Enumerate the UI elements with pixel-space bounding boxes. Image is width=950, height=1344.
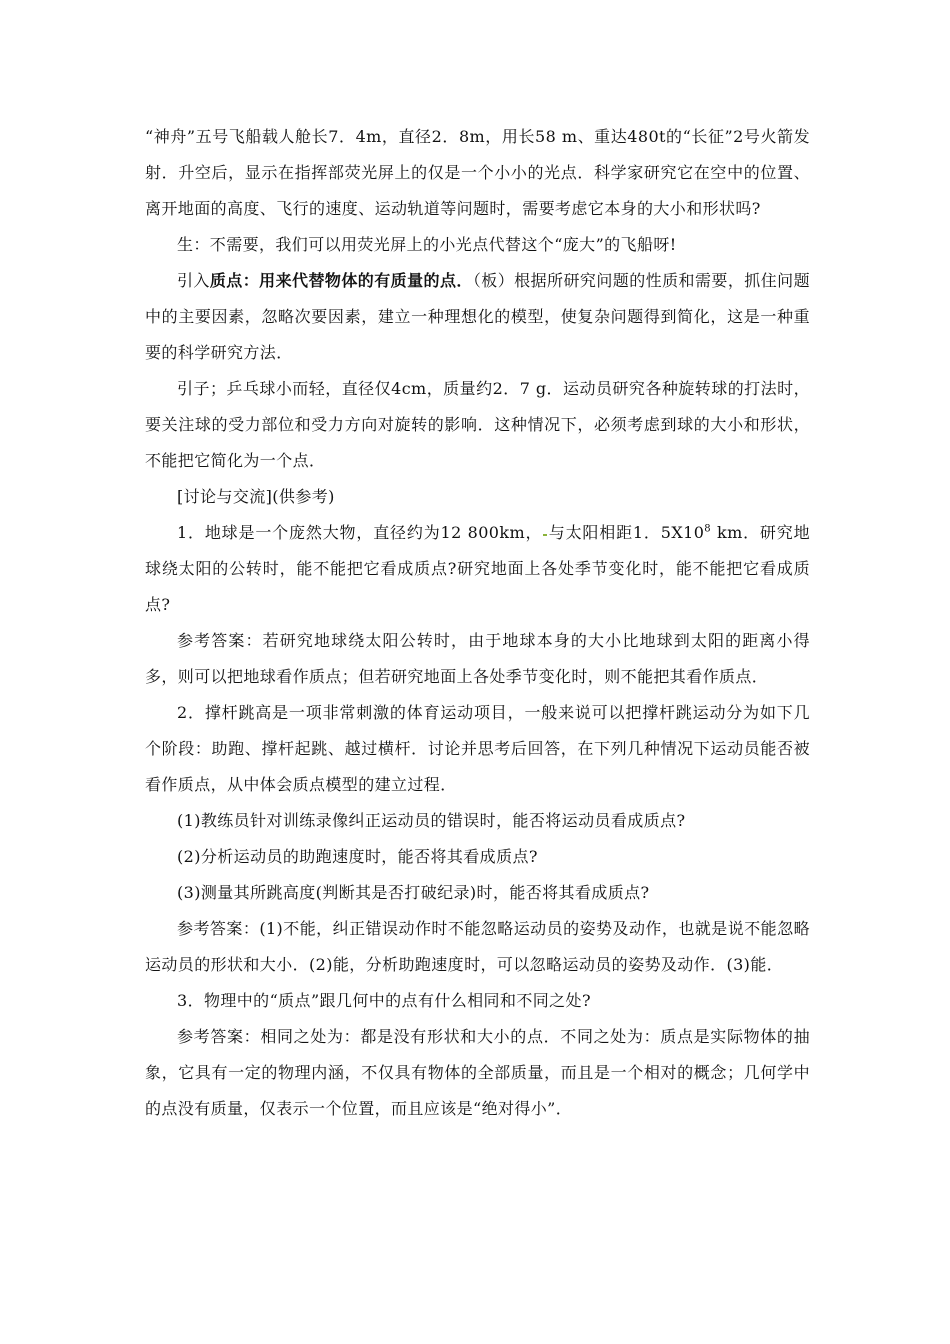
paragraph-question-2-3: (3)测量其所跳高度(判断其是否打破纪录)时，能否将其看成质点? (177, 883, 650, 902)
paragraph-question-2-2: (2)分析运动员的助跑速度时，能否将其看成质点? (177, 847, 538, 866)
paragraph-student-answer: 生：不需要，我们可以用荧光屏上的小光点代替这个“庞大”的飞船呀! (177, 235, 677, 254)
question-1-part-c: km．研究地球绕太阳的公转时，能不能把它看成质点?研究地面上各处季节变化时，能不能把它看成质点? (145, 523, 810, 614)
paragraph-answer-1: 参考答案：若研究地球绕太阳公转时，由于地球本身的大小比地球到太阳的距离小得多，则可以把地球看作质点；但若研究地面上各处季节变化时，则不能把其看作质点． (145, 631, 810, 686)
paragraph-ping-pong: 引子；乒乓球小而轻，直径仅4cm，质量约2．7 g．运动员研究各种旋转球的打法时，要关注球的受力部位和受力方向对旋转的影响．这种情况下，必须考虑到球的大小和形状，不能把它简化为一个点． (145, 379, 810, 470)
definition-explanation: （板）根据所研究问题的性质和需要，抓住问题中的主要因素，忽略次要因素，建立一种理想化的模型，使复杂问题得到简化，这是一种重要的科学研究方法． (145, 271, 810, 362)
paragraph-question-3: 3．物理中的“质点”跟几何中的点有什么相同和不同之处? (177, 991, 591, 1010)
mass-point-definition-bold: 质点：用来代替物体的有质量的点． (209, 271, 473, 290)
paragraph-discussion-heading: [讨论与交流](供参考) (177, 487, 335, 506)
paragraph-shenzhou: “神舟”五号飞船载人舱长7．4m，直径2．8m，用长58 m、重达480t的“长征”2号火箭发射．升空后，显示在指挥部荧光屏上的仅是一个小小的光点．科学家研究它在空中的位置、离开地面的高度、飞行的速度、运动轨道等问题时，需要考虑它本身的大小和形状吗? (145, 127, 810, 218)
text-marker (543, 534, 547, 536)
question-1-part-b: 与太阳相距1．5X10 (548, 523, 705, 542)
paragraph-answer-3: 参考答案：相同之处为：都是没有形状和大小的点．不同之处为：质点是实际物体的抽象，它具有一定的物理内涵，不仅具有物体的全部质量，而且是一个相对的概念；几何学中的点没有质量，仅表示一个位置，而且应该是“绝对得小”． (145, 1027, 810, 1118)
paragraph-question-2-1: (1)教练员针对训练录像纠正运动员的错误时，能否将运动员看成质点? (177, 811, 686, 830)
question-1-part-a: 1．地球是一个庞然大物，直径约为12 800km， (177, 523, 543, 542)
paragraph-question-1 (145, 515, 810, 623)
document-body (145, 119, 810, 1127)
intro-text: 引入 (177, 271, 210, 290)
paragraph-answer-2: 参考答案：(1)不能，纠正错误动作时不能忽略运动员的姿势及动作，也就是说不能忽略运动员的形状和大小．(2)能，分析助跑速度时，可以忽略运动员的姿势及动作．(3)能． (145, 919, 810, 974)
paragraph-question-2: 2．撑杆跳高是一项非常刺激的体育运动项目，一般来说可以把撑杆跳运动分为如下几个阶段：助跑、撑杆起跳、越过横杆．讨论并思考后回答，在下列几种情况下运动员能否被看作质点，从中体会质点模型的建立过程． (145, 703, 810, 794)
exponent: 8 (704, 523, 712, 535)
paragraph-mass-point-definition (145, 263, 810, 371)
